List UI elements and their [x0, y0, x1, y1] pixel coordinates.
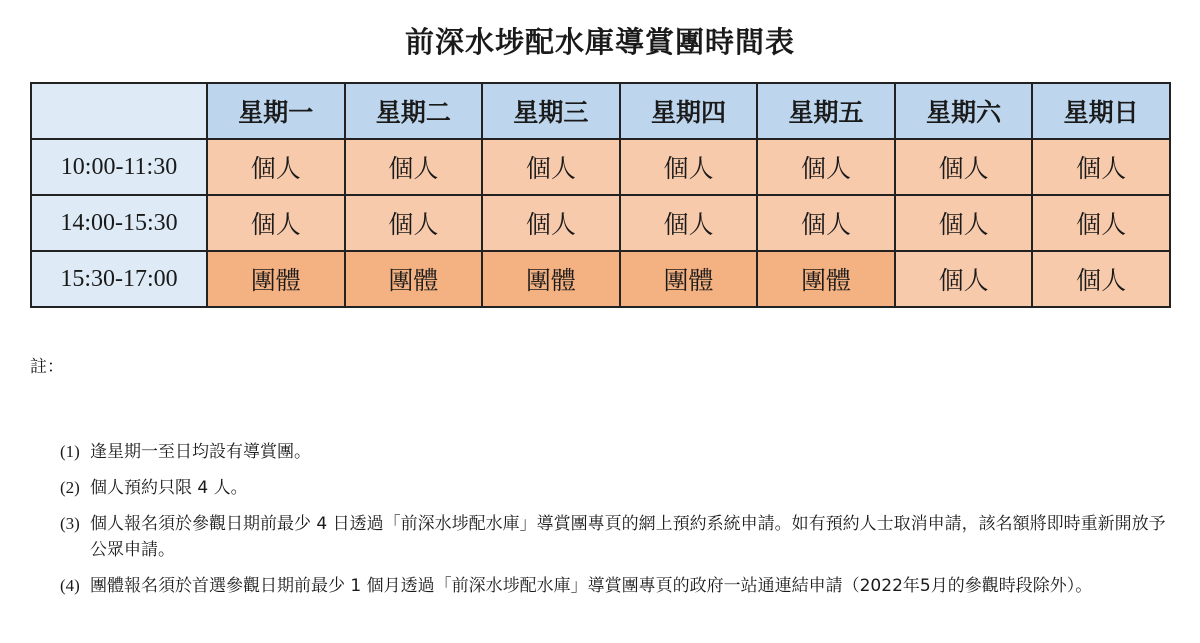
- note-item: [30, 439, 1180, 465]
- note-number: (4): [60, 576, 80, 595]
- table-row: [31, 139, 1170, 195]
- individual-tour-cell: 個人: [895, 195, 1033, 251]
- table-row: [31, 195, 1170, 251]
- schedule-table: [30, 82, 1171, 308]
- notes-section: [30, 352, 1180, 609]
- individual-tour-cell: 個人: [207, 195, 345, 251]
- day-header: 星期一: [207, 83, 345, 139]
- individual-tour-cell: 個人: [482, 195, 620, 251]
- note-item: [30, 511, 1180, 563]
- day-header: 星期三: [482, 83, 620, 139]
- group-tour-cell: 團體: [482, 251, 620, 307]
- time-slot-cell: 15:30-17:00: [31, 251, 207, 307]
- individual-tour-cell: 個人: [1032, 251, 1170, 307]
- note-item: [30, 573, 1180, 599]
- individual-tour-cell: 個人: [620, 139, 758, 195]
- time-slot-cell: 14:00-15:30: [31, 195, 207, 251]
- individual-tour-cell: 個人: [207, 139, 345, 195]
- group-tour-cell: 團體: [345, 251, 483, 307]
- note-item: [30, 475, 1180, 501]
- individual-tour-cell: 個人: [345, 195, 483, 251]
- notes-heading: 註：: [30, 357, 64, 377]
- individual-tour-cell: 個人: [1032, 139, 1170, 195]
- day-header: 星期四: [620, 83, 758, 139]
- group-tour-cell: 團體: [620, 251, 758, 307]
- individual-tour-cell: 個人: [895, 139, 1033, 195]
- individual-tour-cell: 個人: [895, 251, 1033, 307]
- table-header-row: [31, 83, 1170, 139]
- note-number: (1): [60, 442, 80, 461]
- group-tour-cell: 團體: [757, 251, 895, 307]
- individual-tour-cell: 個人: [482, 139, 620, 195]
- note-text: 團體報名須於首選參觀日期前最少 1 個月透過「前深水埗配水庫」導賞團專頁的政府一站通連結申請（2022年5月的參觀時段除外）。: [90, 576, 1093, 596]
- day-header: 星期五: [757, 83, 895, 139]
- note-number: (3): [60, 514, 80, 533]
- individual-tour-cell: 個人: [757, 195, 895, 251]
- note-text: 個人報名須於參觀日期前最少 4 日透過「前深水埗配水庫」導賞團專頁的網上預約系統申請。如有預約人士取消申請，該名額將即時重新開放予公眾申請。: [90, 514, 1166, 560]
- corner-cell: [31, 83, 207, 139]
- individual-tour-cell: 個人: [345, 139, 483, 195]
- individual-tour-cell: 個人: [1032, 195, 1170, 251]
- day-header: 星期日: [1032, 83, 1170, 139]
- note-text: 逢星期一至日均設有導賞團。: [90, 442, 311, 462]
- day-header: 星期六: [895, 83, 1033, 139]
- individual-tour-cell: 個人: [620, 195, 758, 251]
- note-number: (2): [60, 478, 80, 497]
- time-slot-cell: 10:00-11:30: [31, 139, 207, 195]
- group-tour-cell: 團體: [207, 251, 345, 307]
- note-text: 個人預約只限 4 人。: [90, 478, 248, 498]
- table-row: [31, 251, 1170, 307]
- day-header: 星期二: [345, 83, 483, 139]
- page-title: 前深水埗配水庫導賞團時間表: [404, 25, 795, 59]
- individual-tour-cell: 個人: [757, 139, 895, 195]
